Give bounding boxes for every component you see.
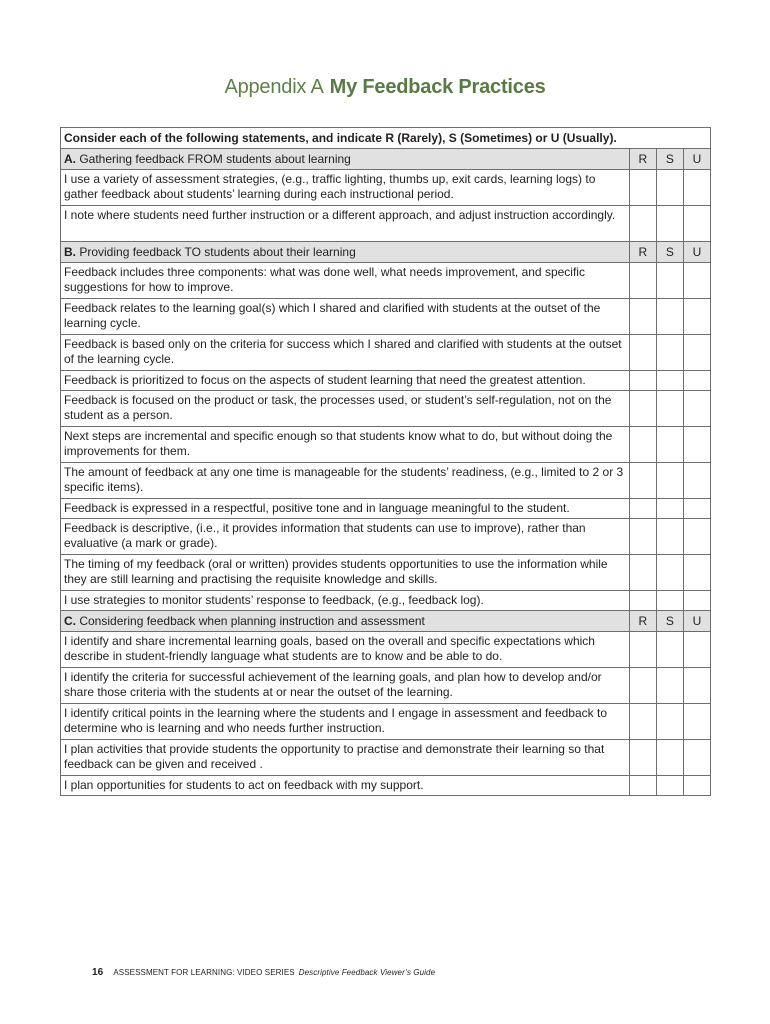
rating-s-cell[interactable]: [656, 206, 683, 242]
section-b-header: [61, 242, 711, 263]
statement-text: I identify critical points in the learning where the students and I engage in assessment and feedback to determine who is learning and who needs further instruction.: [61, 704, 630, 740]
rating-s-cell[interactable]: [656, 391, 683, 427]
rating-u-cell[interactable]: [683, 591, 710, 611]
rating-u-label: U: [683, 149, 710, 170]
statement-text: I note where students need further instruction or a different approach, and adjust instruction accordingly.: [61, 206, 630, 242]
table-row: [61, 463, 711, 499]
rating-s-cell[interactable]: [656, 704, 683, 740]
rating-s-cell[interactable]: [656, 740, 683, 776]
table-row: [61, 519, 711, 555]
table-row: [61, 299, 711, 335]
table-row: [61, 371, 711, 391]
statement-text: Feedback is focused on the product or task, the processes used, or student’s self-regulation, not on the student as a person.: [61, 391, 630, 427]
rating-u-cell[interactable]: [683, 463, 710, 499]
rating-r-cell[interactable]: [629, 555, 656, 591]
section-b-letter: B.: [64, 244, 76, 259]
table-row: [61, 391, 711, 427]
rating-u-cell[interactable]: [683, 740, 710, 776]
table-row: [61, 740, 711, 776]
rating-r-cell[interactable]: [629, 335, 656, 371]
rating-r-cell[interactable]: [629, 371, 656, 391]
statement-text: I use a variety of assessment strategies, (e.g., traffic lighting, thumbs up, exit cards, learning logs) to gather feedback about students’ learning during each instructional period.: [61, 170, 630, 206]
rating-r-cell[interactable]: [629, 299, 656, 335]
section-a-letter: A.: [64, 151, 76, 166]
instructions-text: Consider each of the following statements, and indicate R (Rarely), S (Sometimes) or U (Usually).: [61, 128, 711, 149]
title-main: My Feedback Practices: [329, 76, 546, 98]
rating-r-cell[interactable]: [629, 591, 656, 611]
statement-text: I plan opportunities for students to act on feedback with my support.: [61, 776, 630, 796]
rating-s-cell[interactable]: [656, 776, 683, 796]
table-row: [61, 335, 711, 371]
rating-u-label: U: [683, 242, 710, 263]
rating-s-cell[interactable]: [656, 427, 683, 463]
statement-text: Feedback relates to the learning goal(s) which I shared and clarified with students at the outset of the learning cycle.: [61, 299, 630, 335]
statement-text: Feedback is based only on the criteria for success which I shared and clarified with students at the outset of the learning cycle.: [61, 335, 630, 371]
table-row: [61, 776, 711, 796]
rating-s-cell[interactable]: [656, 371, 683, 391]
section-b-title: Providing feedback TO students about their learning: [79, 244, 356, 259]
rating-r-cell[interactable]: [629, 463, 656, 499]
rating-s-cell[interactable]: [656, 632, 683, 668]
rating-u-cell[interactable]: [683, 206, 710, 242]
statement-text: I plan activities that provide students the opportunity to practise and demonstrate their learning so that feedback can be given and received .: [61, 740, 630, 776]
rating-s-label: S: [656, 242, 683, 263]
section-c-letter: C.: [64, 613, 76, 628]
section-a-title: Gathering feedback FROM students about learning: [79, 151, 351, 166]
rating-s-cell[interactable]: [656, 555, 683, 591]
rating-r-cell[interactable]: [629, 170, 656, 206]
statement-text: The amount of feedback at any one time is manageable for the students’ readiness, (e.g., limited to 2 or 3 specific items).: [61, 463, 630, 499]
rating-s-cell[interactable]: [656, 170, 683, 206]
title-prefix: Appendix A: [224, 76, 324, 98]
rating-s-cell[interactable]: [656, 591, 683, 611]
rating-u-cell[interactable]: [683, 555, 710, 591]
table-row: [61, 632, 711, 668]
statement-text: Feedback is descriptive, (i.e., it provides information that students can use to improve), rather than evaluative (a mark or grade).: [61, 519, 630, 555]
section-c-header: [61, 611, 711, 632]
statement-text: I identify and share incremental learning goals, based on the overall and specific expectations which describe in student-friendly language what students are to know and be able to do.: [61, 632, 630, 668]
rating-r-cell[interactable]: [629, 263, 656, 299]
rating-r-cell[interactable]: [629, 391, 656, 427]
rating-u-cell[interactable]: [683, 263, 710, 299]
rating-u-cell[interactable]: [683, 499, 710, 519]
page-title: [0, 76, 770, 99]
rating-u-cell[interactable]: [683, 371, 710, 391]
rating-s-cell[interactable]: [656, 263, 683, 299]
section-b-heading: [61, 242, 630, 263]
table-row: [61, 704, 711, 740]
rating-s-cell[interactable]: [656, 519, 683, 555]
section-a-heading: [61, 149, 630, 170]
section-c-heading: [61, 611, 630, 632]
rating-s-cell[interactable]: [656, 668, 683, 704]
rating-u-label: U: [683, 611, 710, 632]
rating-r-cell[interactable]: [629, 704, 656, 740]
rating-s-label: S: [656, 149, 683, 170]
instructions-row: [61, 128, 711, 149]
table-row: [61, 591, 711, 611]
rating-r-cell[interactable]: [629, 519, 656, 555]
rating-s-cell[interactable]: [656, 299, 683, 335]
rating-r-cell[interactable]: [629, 740, 656, 776]
rating-r-cell[interactable]: [629, 206, 656, 242]
rating-u-cell[interactable]: [683, 299, 710, 335]
table-row: [61, 427, 711, 463]
rating-u-cell[interactable]: [683, 170, 710, 206]
page-number: 16: [92, 967, 104, 978]
table-row: [61, 555, 711, 591]
rating-u-cell[interactable]: [683, 632, 710, 668]
section-c-title: Considering feedback when planning instruction and assessment: [79, 613, 425, 628]
table-row: [61, 499, 711, 519]
table-row: [61, 170, 711, 206]
statement-text: I identify the criteria for successful achievement of the learning goals, and plan how to develop and/or share those criteria with the students at or near the outset of the learning.: [61, 668, 630, 704]
statement-text: Feedback is expressed in a respectful, positive tone and in language meaningful to the student.: [61, 499, 630, 519]
rating-s-cell[interactable]: [656, 463, 683, 499]
table-row: [61, 206, 711, 242]
rating-r-cell[interactable]: [629, 668, 656, 704]
guide-name: Descriptive Feedback Viewer’s Guide: [298, 968, 436, 977]
statement-text: Feedback includes three components: what was done well, what needs improvement, and specific suggestions for how to improve.: [61, 263, 630, 299]
rating-u-cell[interactable]: [683, 391, 710, 427]
rating-r-cell[interactable]: [629, 499, 656, 519]
rating-r-label: R: [629, 242, 656, 263]
rating-r-label: R: [629, 149, 656, 170]
feedback-practices-table: [60, 127, 711, 796]
rating-s-label: S: [656, 611, 683, 632]
rating-u-cell[interactable]: [683, 704, 710, 740]
rating-u-cell[interactable]: [683, 668, 710, 704]
rating-r-cell[interactable]: [629, 632, 656, 668]
rating-s-cell[interactable]: [656, 499, 683, 519]
statement-text: I use strategies to monitor students’ response to feedback, (e.g., feedback log).: [61, 591, 630, 611]
rating-u-cell[interactable]: [683, 776, 710, 796]
rating-r-label: R: [629, 611, 656, 632]
rating-u-cell[interactable]: [683, 427, 710, 463]
table-row: [61, 263, 711, 299]
statement-text: Feedback is prioritized to focus on the aspects of student learning that need the greatest attention.: [61, 371, 630, 391]
rating-u-cell[interactable]: [683, 519, 710, 555]
statement-text: Next steps are incremental and specific enough so that students know what to do, but without doing the improvements for them.: [61, 427, 630, 463]
rating-s-cell[interactable]: [656, 335, 683, 371]
rating-u-cell[interactable]: [683, 335, 710, 371]
rating-r-cell[interactable]: [629, 776, 656, 796]
page-footer: [92, 967, 435, 978]
rating-r-cell[interactable]: [629, 427, 656, 463]
statement-text: The timing of my feedback (oral or written) provides students opportunities to use the information while they are still learning and practising the requisite knowledge and skills.: [61, 555, 630, 591]
table-row: [61, 668, 711, 704]
series-name: ASSESSMENT FOR LEARNING: VIDEO SERIES: [113, 968, 295, 977]
section-a-header: [61, 149, 711, 170]
